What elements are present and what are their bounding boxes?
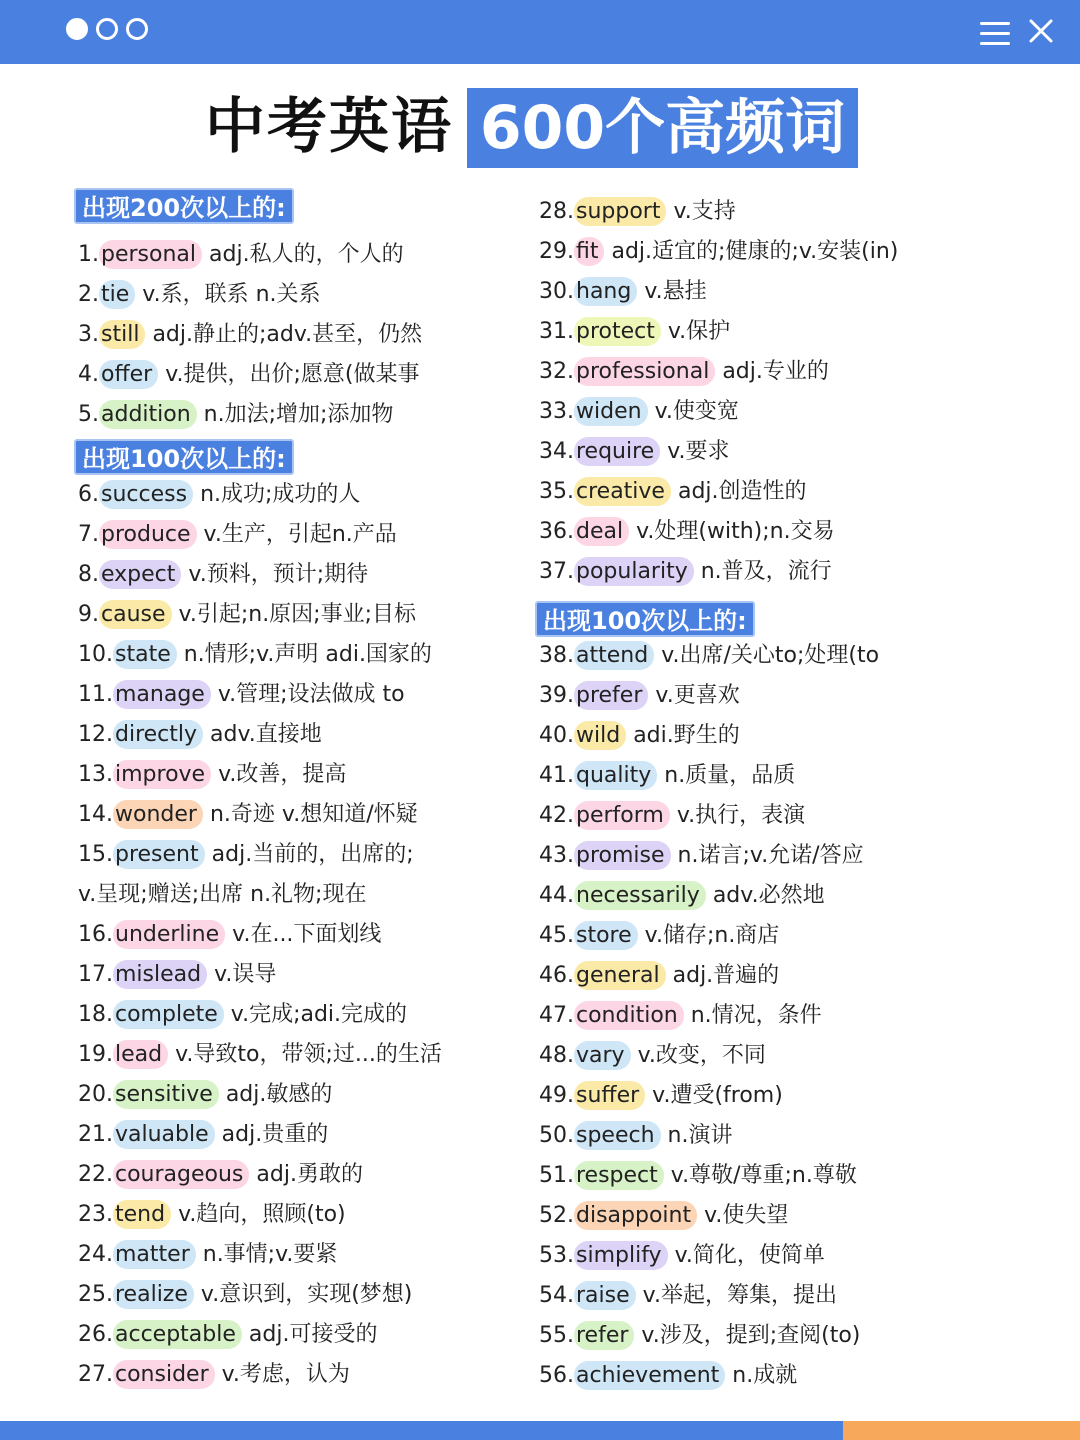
entry-word: consider [113,1360,215,1389]
list-item [78,275,321,315]
entry-definition: v.出席/关心to;处理(to [661,643,880,668]
entry-word: fit [574,237,604,266]
entry-number: 52. [539,1203,574,1228]
entry-definition: adj.普遍的 [672,963,780,988]
list-item [539,756,795,796]
entry-definition: adv.直接地 [210,722,322,747]
entry-word: cause [99,600,172,629]
section-label: 出现100次以上的: [74,439,294,475]
entry-number: 45. [539,923,574,948]
entry-number: 10. [78,642,113,667]
entry-word: complete [113,1000,224,1029]
entry-definition: adi.野生的 [633,723,740,748]
entry-definition: n.质量，品质 [664,763,796,788]
entry-word: necessarily [574,881,706,910]
entry-definition: v.呈现;赠送;出席 n.礼物;现在 [78,882,367,907]
entry-number: 11. [78,682,113,707]
entry-number: 47. [539,1003,574,1028]
entry-word: wild [574,721,626,750]
entry-word: general [574,961,666,990]
entry-word: achievement [574,1361,725,1390]
entry-definition: v.引起;n.原因;事业;目标 [178,602,417,627]
entry-definition: v.涉及，提到;查阅(to) [641,1323,861,1348]
entry-definition: n.普及，流行 [700,559,832,584]
list-item [539,1236,825,1276]
entry-word: produce [99,520,197,549]
list-item [539,552,832,592]
entry-definition: n.情况，条件 [690,1003,822,1028]
list-item [539,1156,857,1196]
entry-definition: n.成功;成功的人 [200,482,361,507]
entry-number: 46. [539,963,574,988]
list-item [78,795,418,835]
entry-number: 8. [78,562,99,587]
entry-number: 17. [78,962,113,987]
entry-number: 13. [78,762,113,787]
list-item [78,1075,332,1115]
list-item [78,875,366,915]
entry-word: respect [574,1161,664,1190]
list-item [78,755,346,795]
entry-definition: v.简化，使简单 [674,1243,825,1268]
entry-word: simplify [574,1241,668,1270]
list-item [539,956,779,996]
entry-word: tend [113,1200,171,1229]
entry-definition: adj.创造性的 [677,479,807,504]
entry-number: 14. [78,802,113,827]
list-item [539,836,864,876]
entry-definition: v.改善，提高 [218,762,347,787]
entry-definition: n.成就 [732,1363,798,1388]
list-item [539,232,898,272]
entry-definition: v.尊敬/尊重;n.尊敬 [670,1163,857,1188]
entry-word: expect [99,560,181,589]
entry-word: raise [574,1281,636,1310]
window-dots [66,18,148,40]
circle-outline-icon [96,18,118,40]
entry-number: 50. [539,1123,574,1148]
list-item [78,1355,350,1395]
entry-definition: v.在...下面划线 [232,922,382,947]
list-item [539,876,825,916]
entry-number: 20. [78,1082,113,1107]
entry-definition: v.导致to，带领;过...的生活 [175,1042,442,1067]
list-item [78,315,422,355]
entry-definition: adj.私人的，个人的 [209,242,404,267]
entry-word: vary [574,1041,631,1070]
entry-number: 19. [78,1042,113,1067]
list-item [539,352,829,392]
entry-definition: adj.适宜的;健康的;v.安装(in) [611,239,899,264]
entry-word: suffer [574,1081,645,1110]
entry-definition: v.悬挂 [644,279,707,304]
list-item [78,235,404,275]
list-item [78,835,414,875]
list-item [78,675,405,715]
section-label: 出现200次以上的: [74,188,294,224]
entry-word: quality [574,761,657,790]
entry-definition: v.意识到，实现(梦想) [200,1282,413,1307]
entry-number: 34. [539,439,574,464]
entry-number: 55. [539,1323,574,1348]
entry-word: realize [113,1280,194,1309]
entry-word: professional [574,357,715,386]
entry-word: offer [99,360,158,389]
entry-word: addition [99,400,197,429]
entry-number: 54. [539,1283,574,1308]
list-item [78,555,368,595]
list-item [78,475,360,515]
entry-definition: v.预料，预计;期待 [188,562,369,587]
entry-word: wonder [113,800,203,829]
entry-number: 44. [539,883,574,908]
entry-number: 39. [539,683,574,708]
entry-definition: adv.必然地 [712,883,825,908]
list-item [539,796,805,836]
entry-number: 5. [78,402,99,427]
entry-word: still [99,320,145,349]
entry-definition: n.演讲 [667,1123,733,1148]
list-item [539,472,807,512]
entry-word: matter [113,1240,196,1269]
entry-number: 7. [78,522,99,547]
entry-word: condition [574,1001,684,1030]
list-item [78,955,276,995]
entry-word: disappoint [574,1201,697,1230]
list-item [539,1036,766,1076]
list-item [78,395,393,435]
entry-word: mislead [113,960,207,989]
entry-word: creative [574,477,671,506]
entry-number: 38. [539,643,574,668]
entry-definition: adj.敏感的 [225,1082,333,1107]
entry-word: hang [574,277,637,306]
list-item [78,355,420,395]
list-item [78,1115,328,1155]
list-item [539,916,779,956]
entry-word: refer [574,1321,634,1350]
entry-definition: v.使失望 [704,1203,789,1228]
entry-number: 48. [539,1043,574,1068]
list-item [539,996,822,1036]
entry-definition: v.系，联系 n.关系 [142,282,321,307]
entry-word: personal [99,240,202,269]
entry-definition: v.趋向，照顾(to) [178,1202,346,1227]
entry-number: 25. [78,1282,113,1307]
entry-word: present [113,840,205,869]
entry-definition: v.使变宽 [654,399,739,424]
entry-word: valuable [113,1120,215,1149]
entry-word: perform [574,801,670,830]
entry-definition: n.事情;v.要紧 [202,1242,338,1267]
entry-word: deal [574,517,629,546]
entry-word: state [113,640,177,669]
list-item [539,1316,860,1356]
entry-word: promise [574,841,671,870]
title-highlight: 600个高频词 [467,88,858,168]
entry-number: 1. [78,242,99,267]
close-icon[interactable] [1026,16,1056,46]
list-item [539,636,879,676]
entry-number: 51. [539,1163,574,1188]
entry-definition: v.完成;adi.完成的 [230,1002,408,1027]
list-item [539,1116,732,1156]
entry-word: store [574,921,638,950]
entry-number: 40. [539,723,574,748]
entry-definition: v.储存;n.商店 [644,923,780,948]
list-item [539,1356,797,1396]
list-item [78,1195,346,1235]
circle-filled-icon [66,18,88,40]
entry-definition: adj.勇敢的 [256,1162,363,1187]
entry-word: manage [113,680,211,709]
entry-number: 4. [78,362,99,387]
entry-word: sensitive [113,1080,219,1109]
entry-number: 6. [78,482,99,507]
entry-word: protect [574,317,661,346]
entry-definition: v.保护 [667,319,731,344]
entry-word: prefer [574,681,648,710]
entry-word: lead [113,1040,168,1069]
top-bar [0,0,1080,64]
entry-definition: v.要求 [667,439,730,464]
entry-word: underline [113,920,225,949]
entry-definition: v.提供，出价;愿意(做某事 [165,362,420,387]
entry-number: 27. [78,1362,113,1387]
entry-word: success [99,480,193,509]
entry-number: 3. [78,322,99,347]
list-item [78,995,407,1035]
entry-number: 9. [78,602,99,627]
entry-number: 31. [539,319,574,344]
entry-number: 28. [539,199,574,224]
entry-word: tie [99,280,135,309]
entry-number: 43. [539,843,574,868]
bottom-bar-accent [843,1421,1080,1440]
list-item [78,595,416,635]
entry-definition: v.执行，表演 [676,803,806,828]
list-item [539,272,707,312]
list-item [78,1315,377,1355]
entry-definition: n.情形;v.声明 adi.国家的 [183,642,432,667]
entry-word: directly [113,720,203,749]
entry-definition: v.遭受(from) [652,1083,783,1108]
entry-word: require [574,437,660,466]
entry-number: 15. [78,842,113,867]
entry-number: 24. [78,1242,113,1267]
entry-number: 21. [78,1122,113,1147]
entry-number: 16. [78,922,113,947]
entry-number: 29. [539,239,574,264]
entry-number: 2. [78,282,99,307]
entry-number: 42. [539,803,574,828]
entry-word: widen [574,397,648,426]
entry-definition: v.更喜欢 [655,683,740,708]
entry-definition: adj.当前的，出席的; [211,842,414,867]
entry-definition: v.改变，不同 [637,1043,766,1068]
entry-definition: adj.贵重的 [221,1122,329,1147]
list-item [539,312,730,352]
entry-definition: adj.可接受的 [248,1322,378,1347]
entry-word: attend [574,641,654,670]
list-item [78,1035,442,1075]
entry-definition: v.管理;设法做成 to [217,682,405,707]
list-item [78,515,397,555]
list-item [539,716,740,756]
entry-word: speech [574,1121,661,1150]
entry-word: acceptable [113,1320,242,1349]
entry-definition: n.诺言;v.允诺/答应 [677,843,864,868]
entry-number: 35. [539,479,574,504]
list-item [539,1196,788,1236]
list-item [78,1235,337,1275]
list-item [78,635,432,675]
list-item [539,512,835,552]
entry-number: 12. [78,722,113,747]
entry-number: 56. [539,1363,574,1388]
entry-definition: v.误导 [214,962,277,987]
list-item [539,1276,837,1316]
entry-definition: adj.静止的;adv.甚至，仍然 [152,322,423,347]
menu-icon[interactable] [980,22,1010,44]
list-item [539,192,736,232]
entry-definition: n.加法;增加;添加物 [203,402,394,427]
bottom-bar [0,1421,843,1440]
entry-number: 36. [539,519,574,544]
entry-word: improve [113,760,211,789]
entry-definition: v.生产，引起n.产品 [203,522,397,547]
list-item [78,715,322,755]
entry-number: 49. [539,1083,574,1108]
list-item [539,392,739,432]
circle-outline-icon [126,18,148,40]
list-item [78,1155,363,1195]
entry-number: 23. [78,1202,113,1227]
entry-word: support [574,197,666,226]
entry-word: popularity [574,557,694,586]
list-item [78,1275,412,1315]
entry-number: 30. [539,279,574,304]
entry-definition: n.奇迹 v.想知道/怀疑 [209,802,418,827]
entry-word: courageous [113,1160,249,1189]
page-title [0,86,1080,168]
entry-definition: v.处理(with);n.交易 [636,519,835,544]
entry-number: 22. [78,1162,113,1187]
entry-number: 26. [78,1322,113,1347]
entry-definition: adj.专业的 [722,359,829,384]
entry-number: 37. [539,559,574,584]
entry-number: 32. [539,359,574,384]
entry-definition: v.支持 [673,199,736,224]
entry-number: 41. [539,763,574,788]
entry-number: 53. [539,1243,574,1268]
entry-definition: v.举起，筹集，提出 [642,1283,837,1308]
title-main: 中考英语 [205,92,453,162]
entry-number: 33. [539,399,574,424]
list-item [78,915,381,955]
list-item [539,1076,783,1116]
entry-number: 18. [78,1002,113,1027]
entry-definition: v.考虑，认为 [221,1362,350,1387]
section-label: 出现100次以上的: [535,601,755,637]
list-item [539,676,740,716]
list-item [539,432,730,472]
